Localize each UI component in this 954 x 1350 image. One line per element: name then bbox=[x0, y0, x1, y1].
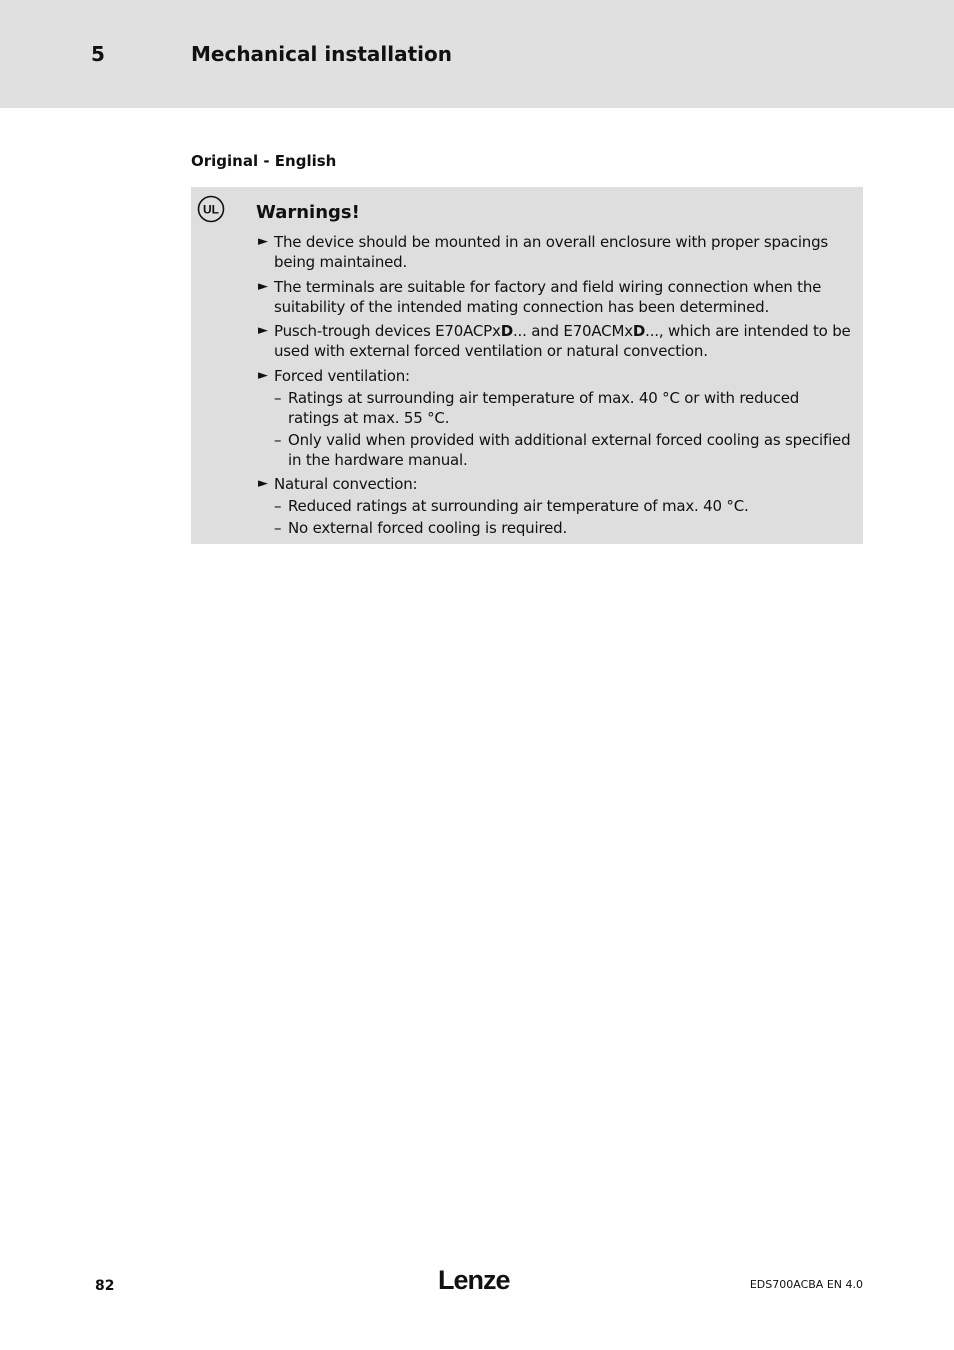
warning-sub-item-text: Ratings at surrounding air temperature of max. 40 °C or with reduced ratings at max. 55 °C. bbox=[288, 388, 800, 427]
warning-item-text-part: Pusch-trough devices E70ACPx bbox=[274, 322, 501, 340]
warning-sub-item bbox=[258, 496, 854, 516]
warning-item bbox=[258, 321, 854, 361]
warning-list bbox=[258, 232, 854, 543]
lenze-logo: Lenze bbox=[438, 1265, 510, 1295]
warning-item-text-part: ... and E70ACMx bbox=[512, 322, 633, 340]
warning-item-text-bold: D bbox=[500, 322, 513, 340]
ul-certification-icon bbox=[197, 195, 225, 223]
chapter-number: 5 bbox=[91, 42, 105, 66]
document-code: EDS700ACBA EN 4.0 bbox=[749, 1278, 863, 1291]
page-number: 82 bbox=[95, 1278, 115, 1294]
warning-sub-item-text: No external forced cooling is required. bbox=[288, 519, 568, 537]
warning-item-text: The device should be mounted in an overall enclosure with proper spacings being maintained. bbox=[274, 233, 829, 271]
ul-warning-box bbox=[191, 187, 863, 544]
warning-item bbox=[258, 277, 854, 317]
original-language-label: Original - English bbox=[191, 152, 337, 170]
warning-item-text: Forced ventilation: bbox=[274, 366, 410, 385]
warning-title: Warnings! bbox=[256, 202, 360, 223]
ul-icon-text: UL bbox=[203, 202, 219, 217]
warning-item-text-part: ..., which are intended to be used with external forced ventilation or natural convection. bbox=[274, 322, 851, 360]
chapter-header bbox=[0, 0, 954, 108]
warning-sub-item bbox=[258, 518, 854, 538]
warning-sub-item bbox=[258, 388, 854, 428]
bullet-arrow-icon: ► bbox=[258, 278, 268, 294]
dash-marker: – bbox=[274, 388, 282, 407]
bullet-arrow-icon: ► bbox=[258, 367, 268, 383]
warning-item-text-bold: D bbox=[632, 322, 646, 340]
dash-marker: – bbox=[274, 519, 282, 537]
warning-sub-item-text: Only valid when provided with additional external forced cooling as specified in the hardware manual. bbox=[288, 430, 851, 469]
dash-marker: – bbox=[274, 430, 282, 449]
bullet-arrow-icon: ► bbox=[258, 323, 268, 338]
bullet-arrow-icon: ► bbox=[258, 476, 268, 491]
warning-sub-item-text: Reduced ratings at surrounding air temperature of max. 40 °C. bbox=[288, 497, 749, 515]
dash-marker: – bbox=[274, 497, 282, 515]
warning-item bbox=[258, 366, 854, 470]
bullet-arrow-icon: ► bbox=[258, 234, 268, 249]
chapter-title: Mechanical installation bbox=[191, 42, 452, 66]
warning-item bbox=[258, 474, 854, 538]
warning-item-text: Natural convection: bbox=[274, 475, 418, 493]
warning-sub-item bbox=[258, 430, 854, 470]
warning-item-text: The terminals are suitable for factory and field wiring connection when the suitability of the intended mating connection has been determined. bbox=[274, 277, 822, 316]
warning-item bbox=[258, 232, 854, 272]
